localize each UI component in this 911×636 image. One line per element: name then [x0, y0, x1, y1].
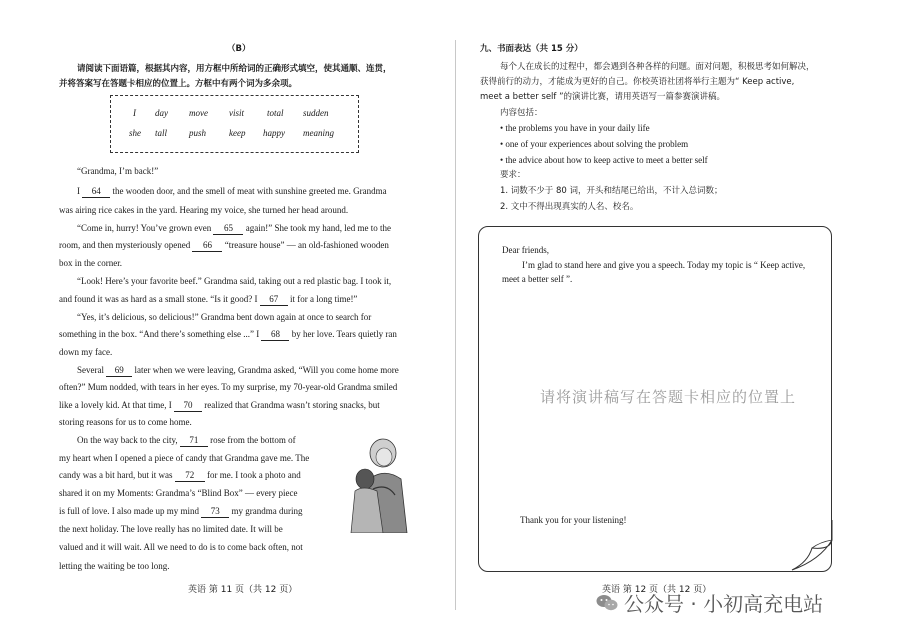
passage-text: Several [77, 365, 107, 375]
passage-text: is full of love. I also made up my mind [59, 506, 202, 516]
word-bank-word: day [155, 108, 168, 118]
word-bank-word: visit [229, 108, 244, 118]
letter-greeting: Dear friends, [502, 245, 549, 255]
passage-line [59, 257, 122, 269]
answer-blank[interactable]: 66 [192, 239, 222, 252]
passage-line [77, 275, 391, 287]
word-bank-word: total [267, 108, 284, 118]
word-bank-word: move [189, 108, 208, 118]
passage-line [77, 311, 371, 323]
word-bank-word: push [189, 128, 207, 138]
requirement-item: 1. 词数不少于 80 词，开头和结尾已给出，不计入总词数； [500, 186, 723, 196]
passage-text: for me. I took a photo and [204, 470, 301, 480]
passage-text: it for a long time!” [287, 294, 358, 304]
passage-line [59, 204, 348, 216]
passage-line [59, 523, 283, 535]
answer-blank[interactable]: 70 [174, 399, 202, 412]
page-curl-decoration [790, 520, 840, 572]
answer-blank[interactable]: 71 [180, 434, 208, 447]
passage-line [59, 239, 389, 252]
answer-blank[interactable]: 68 [261, 328, 289, 341]
passage-line [59, 293, 357, 306]
content-bullet: • the advice about how to keep active to meet a better self [500, 155, 708, 165]
letter-opening-line-2: meet a better self ”. [502, 274, 573, 284]
passage-line [59, 541, 303, 553]
passage-text: the wooden door, and the smell of meat with sunshine greeted me. Grandma [110, 186, 387, 196]
passage-text: room, and then mysteriously opened [59, 240, 193, 250]
grandma-hugging-child-illustration [343, 433, 413, 533]
word-bank-word: happy [263, 128, 285, 138]
word-bank-word: sudden [303, 108, 329, 118]
passage-text: On the way back to the city, [77, 435, 180, 445]
passage-text: the next holiday. The love really has no limited date. It will be [59, 524, 283, 534]
passage-line [77, 222, 391, 235]
word-bank-word: keep [229, 128, 246, 138]
passage-line [59, 487, 297, 499]
content-bullet: • the problems you have in your daily life [500, 123, 650, 133]
passage-text: valued and it will wait. All we need to do is to come back often, not [59, 542, 303, 552]
passage-line [77, 165, 158, 177]
passage-text: box in the corner. [59, 258, 122, 268]
instruction-line-1: 请阅读下面语篇，根据其内容，用方框中所给词的正确形式填空，使其通顺、连贯， [77, 64, 392, 74]
passage-text: candy was a bit hard, but it was [59, 470, 175, 480]
passage-text: storing reasons for us to come home. [59, 417, 192, 427]
passage-line [59, 505, 302, 518]
content-bullet: • one of your experiences about solving the problem [500, 139, 689, 149]
word-bank-word: meaning [303, 128, 334, 138]
instruction-line-2: 并将答案写在答题卡相应的位置上。方框中有两个词为多余项。 [59, 79, 298, 89]
answer-blank[interactable]: 64 [82, 185, 110, 198]
passage-line [77, 185, 387, 198]
passage-text: “Look! Here’s your favorite beef.” Grandma said, taking out a red plastic bag. I took it, [77, 276, 392, 286]
passage-line [59, 469, 301, 482]
passage-text: and found it was as hard as a small stone. “Is it good? I [59, 294, 260, 304]
wechat-account-name: 公众号 · 小初高充电站 [624, 592, 824, 616]
passage-line [77, 364, 399, 377]
word-bank-word: tall [155, 128, 168, 138]
passage-text: shared it on my Moments: Grandma’s “Blind Box” — every piece [59, 488, 298, 498]
passage-line [59, 452, 309, 464]
passage-text: was airing rice cakes in the yard. Hearing my voice, she turned her head around. [59, 205, 349, 215]
passage-text: my grandma during [229, 506, 303, 516]
passage-line [59, 381, 397, 393]
passage-line [59, 346, 112, 358]
passage-text: realized that Grandma wasn’t storing snacks, but [201, 400, 380, 410]
answer-blank[interactable]: 65 [213, 222, 243, 235]
word-bank-word: she [129, 128, 141, 138]
passage-text: again!” She took my hand, led me to the [243, 223, 391, 233]
letter-opening-line-1: I’m glad to stand here and give you a speech. Today my topic is “ Keep active, [522, 260, 806, 270]
passage-text: like a lovely kid. At that time, I [59, 400, 174, 410]
passage-text: something in the box. “And there’s something else ...” I [59, 329, 262, 339]
passage-line [59, 416, 192, 428]
section-label: （B） [227, 44, 251, 54]
passage-text: “Grandma, I’m back!” [77, 166, 159, 176]
passage-text: later when we were leaving, Grandma asked, “Will you come home more [132, 365, 399, 375]
answer-blank[interactable]: 72 [175, 469, 205, 482]
content-label: 内容包括： [500, 108, 543, 118]
passage-text: “treasure house” — an old-fashioned wooden [222, 240, 389, 250]
writing-intro-line-3: meet a better self ”的演讲比赛，请用英语写一篇参赛演讲稿。 [480, 92, 726, 102]
passage-text: I [77, 186, 83, 196]
passage-text: rose from the bottom of [207, 435, 296, 445]
letter-closing: Thank you for your listening! [520, 515, 627, 525]
passage-line [59, 399, 380, 412]
passage-line [59, 328, 397, 341]
writing-intro-line-2: 获得前行的动力，才能成为更好的自己。你校英语社团将举行主题为“ Keep active, [480, 77, 795, 87]
page-footer: 英语 第 11 页（共 12 页） [188, 585, 298, 595]
wechat-watermark [596, 588, 823, 617]
passage-text: by her love. Tears quietly ran [289, 329, 397, 339]
requirements-label: 要求： [500, 170, 526, 180]
page-footer: 英语 第 12 页（共 12 页） [602, 585, 712, 595]
word-bank-box [110, 95, 359, 153]
passage-line [59, 560, 169, 572]
wechat-icon [596, 594, 618, 612]
writing-intro-line-1: 每个人在成长的过程中，都会遇到各种各样的问题。面对问题，积极思考如何解决， [500, 62, 815, 72]
passage-text: down my face. [59, 347, 113, 357]
requirement-item: 2. 文中不得出现真实的人名、校名。 [500, 202, 639, 212]
passage-text: letting the waiting be too long. [59, 561, 170, 571]
passage-text: “Come in, hurry! You’ve grown even [77, 223, 214, 233]
passage-text: “Yes, it’s delicious, so delicious!” Grandma bent down again at once to search for [77, 312, 372, 322]
left-page [0, 0, 455, 636]
answer-blank[interactable]: 67 [260, 293, 288, 306]
passage-text: often?” Mum nodded, with tears in her eyes. To my surprise, my 70-year-old Grandma smiled [59, 382, 398, 392]
answer-blank[interactable]: 73 [201, 505, 229, 518]
word-bank-word: I [133, 108, 136, 118]
passage-line [77, 434, 296, 447]
answer-blank[interactable]: 69 [106, 364, 132, 377]
passage-text: my heart when I opened a piece of candy that Grandma gave me. The [59, 453, 310, 463]
writing-heading: 九、书面表达（共 15 分） [480, 44, 583, 54]
answer-sheet-notice: 请将演讲稿写在答题卡相应的位置上 [540, 388, 797, 406]
